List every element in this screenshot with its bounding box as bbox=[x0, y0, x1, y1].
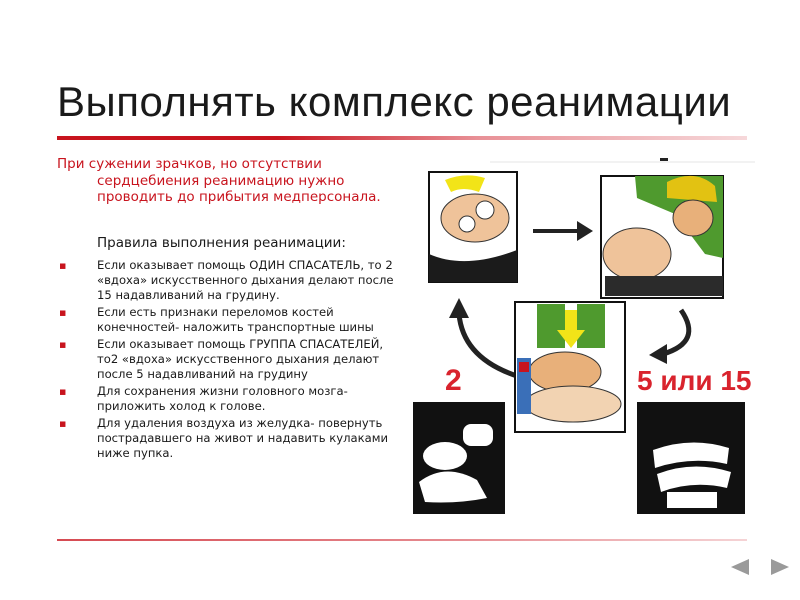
intro-text bbox=[57, 156, 397, 206]
breaths-label: 2 bbox=[445, 364, 462, 397]
title-divider bbox=[57, 136, 747, 140]
previous-slide-button[interactable] bbox=[725, 555, 755, 579]
bullet-icon: ▪ bbox=[59, 306, 67, 319]
head-tilt-panel bbox=[429, 172, 517, 282]
bullet-icon: ▪ bbox=[59, 385, 67, 398]
next-slide-button[interactable] bbox=[765, 555, 795, 579]
triangle-left-icon bbox=[729, 557, 751, 577]
compression-pictogram bbox=[637, 402, 745, 514]
bullet-icon: ▪ bbox=[59, 338, 67, 351]
intro-line-1: При сужении зрачков, но отсутствии bbox=[57, 156, 322, 172]
cpr-illustration bbox=[405, 158, 755, 523]
slide-title: Выполнять комплекс реанимации bbox=[57, 78, 732, 125]
intro-line-rest: сердцебиения реанимацию нужно проводить до прибытия медперсонала. bbox=[97, 172, 381, 205]
list-item bbox=[57, 337, 397, 382]
bullet-icon: ▪ bbox=[59, 417, 67, 430]
triangle-right-icon bbox=[769, 557, 791, 577]
footer-divider bbox=[57, 539, 747, 541]
arrow-right-icon bbox=[533, 221, 593, 241]
arrow-curve-left-icon bbox=[459, 314, 517, 376]
rule-text: Если оказывает помощь ОДИН СПАСАТЕЛЬ, то 2 «вдоха» искусственного дыхания делают после 15 надавливаний на грудину. bbox=[97, 258, 394, 302]
rule-text: Для сохранения жизни головного мозга- приложить холод к голове. bbox=[97, 384, 348, 413]
bullet-icon: ▪ bbox=[59, 259, 67, 272]
compressions-label: 5 или 15 bbox=[637, 365, 752, 396]
list-item bbox=[57, 305, 397, 335]
rule-text: Если есть признаки переломов костей конечностей- наложить транспортные шины bbox=[97, 305, 374, 334]
list-item bbox=[57, 416, 397, 461]
list-item bbox=[57, 258, 397, 303]
rescue-breath-panel bbox=[601, 176, 723, 298]
chest-compression-panel bbox=[515, 302, 625, 432]
breathing-pictogram bbox=[413, 402, 505, 514]
rule-text: Если оказывает помощь ГРУППА СПАСАТЕЛЕЙ, то2 «вдоха» искусственного дыхания делают после 5 надавливаний на грудину bbox=[97, 337, 384, 381]
rules-list bbox=[57, 258, 397, 463]
rule-text: Для удаления воздуха из желудка- повернуть пострадавшего на живот и надавить кулаками ниже пупка. bbox=[97, 416, 388, 460]
list-item bbox=[57, 384, 397, 414]
rules-subheading: Правила выполнения реанимации: bbox=[97, 235, 346, 251]
